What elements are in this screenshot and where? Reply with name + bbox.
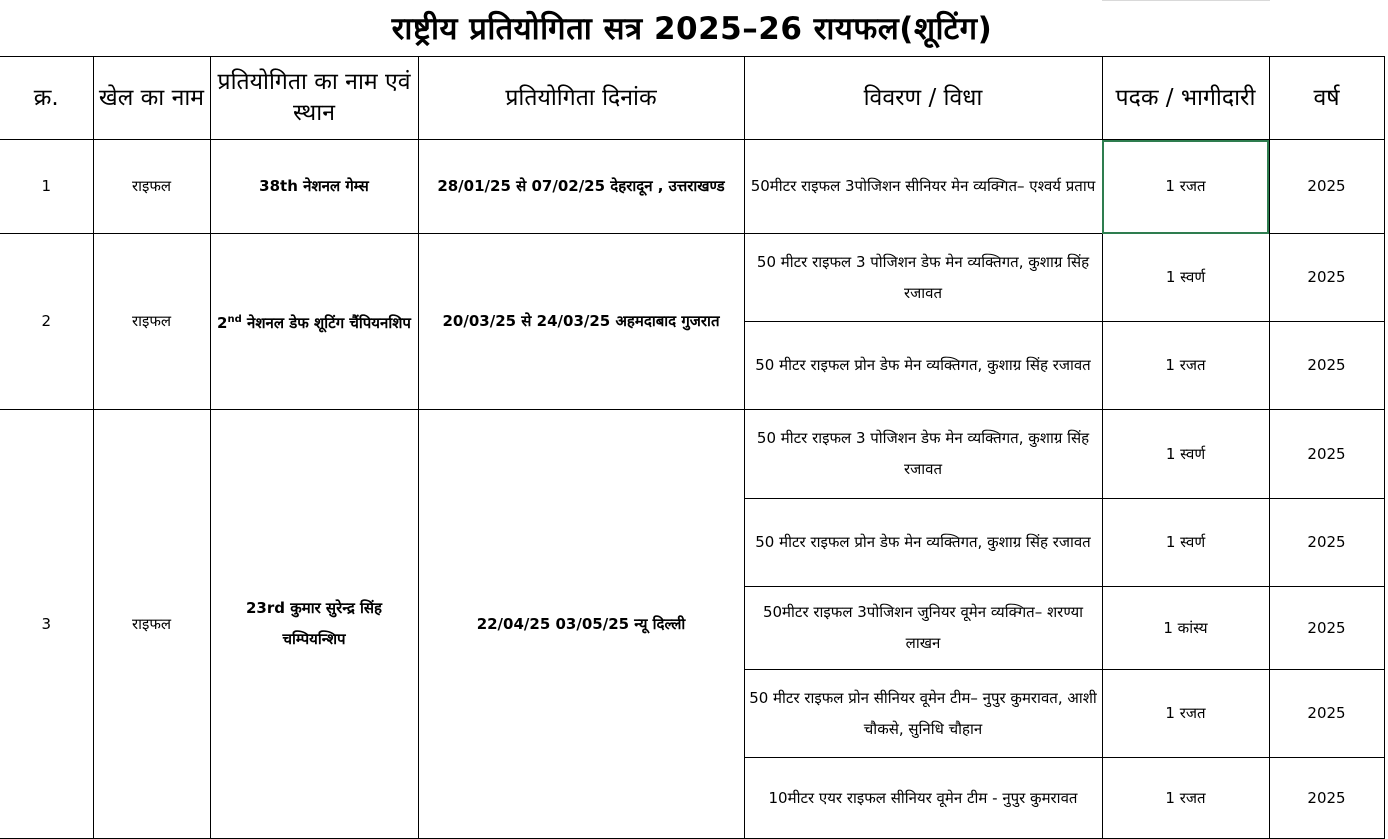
competition-suffix: nd	[227, 314, 242, 325]
detail-cell[interactable]: 10मीटर एयर राइफल सीनियर वूमेन टीम - नुपुर कुमरावत	[744, 758, 1102, 839]
year-cell[interactable]: 2025	[1269, 410, 1384, 499]
sport-cell[interactable]: राइफल	[93, 410, 210, 839]
medal-cell[interactable]: 1 रजत	[1102, 670, 1269, 758]
detail-cell[interactable]: 50 मीटर राइफल 3 पोजिशन डेफ मेन व्यक्तिगत, कुशाग्र सिंह रजावत	[744, 410, 1102, 499]
competition-cell[interactable]: 38th नेशनल गेम्स	[210, 140, 418, 234]
competition-name: नेशनल डेफ शूटिंग चैंपियनशिप	[247, 314, 411, 332]
year-cell[interactable]: 2025	[1269, 140, 1384, 234]
detail-cell[interactable]: 50 मीटर राइफल प्रोन डेफ मेन व्यक्तिगत, कुशाग्र सिंह रजावत	[744, 499, 1102, 587]
header-serial[interactable]: क्र.	[0, 57, 93, 140]
table-row	[0, 410, 1384, 499]
detail-cell[interactable]: 50 मीटर राइफल प्रोन डेफ मेन व्यक्तिगत, कुशाग्र सिंह रजावत	[744, 322, 1102, 410]
header-detail[interactable]: विवरण / विधा	[744, 57, 1102, 140]
year-cell[interactable]: 2025	[1269, 670, 1384, 758]
serial-cell[interactable]: 1	[0, 140, 93, 234]
year-cell[interactable]: 2025	[1269, 587, 1384, 670]
year-cell[interactable]: 2025	[1269, 499, 1384, 587]
table-row	[0, 234, 1384, 322]
competition-cell[interactable]	[210, 234, 418, 410]
sport-cell[interactable]: राइफल	[93, 140, 210, 234]
header-year[interactable]: वर्ष	[1269, 57, 1384, 140]
sport-cell[interactable]: राइफल	[93, 234, 210, 410]
medal-cell[interactable]: 1 स्वर्ण	[1102, 499, 1269, 587]
detail-cell[interactable]: 50मीटर राइफल 3पोजिशन सीनियर मेन व्यक्गित– एश्वर्य प्रताप	[744, 140, 1102, 234]
date-cell[interactable]: 28/01/25 से 07/02/25 देहरादून , उत्तराखण्ड	[418, 140, 744, 234]
medal-cell[interactable]: 1 रजत	[1102, 758, 1269, 839]
detail-cell[interactable]: 50मीटर राइफल 3पोजिशन जुनियर वूमेन व्यक्गित– शरण्या लाखन	[744, 587, 1102, 670]
header-medal[interactable]: पदक / भागीदारी	[1102, 57, 1269, 140]
header-sport[interactable]: खेल का नाम	[93, 57, 210, 140]
date-cell[interactable]: 22/04/25 03/05/25 न्यू दिल्ली	[418, 410, 744, 839]
medal-cell[interactable]: 1 स्वर्ण	[1102, 234, 1269, 322]
year-cell[interactable]: 2025	[1269, 322, 1384, 410]
results-table	[0, 56, 1385, 839]
competition-cell[interactable]: 23rd कुमार सुरेन्द्र सिंह चम्पियन्शिप	[210, 410, 418, 839]
gridline-mark	[1102, 0, 1270, 1]
medal-cell[interactable]: 1 स्वर्ण	[1102, 410, 1269, 499]
serial-cell[interactable]: 2	[0, 234, 93, 410]
sheet-title[interactable]: राष्ट्रीय प्रतियोगिता सत्र 2025–26 रायफल(शूटिंग)	[0, 0, 1384, 57]
table-row	[0, 140, 1384, 234]
year-cell[interactable]: 2025	[1269, 234, 1384, 322]
header-competition[interactable]: प्रतियोगिता का नाम एवं स्थान	[210, 57, 418, 140]
competition-prefix: 2	[217, 314, 228, 332]
date-cell[interactable]: 20/03/25 से 24/03/25 अहमदाबाद गुजरात	[418, 234, 744, 410]
header-date[interactable]: प्रतियोगिता दिनांक	[418, 57, 744, 140]
medal-cell[interactable]: 1 कांस्य	[1102, 587, 1269, 670]
medal-cell-selected[interactable]: 1 रजत	[1102, 140, 1269, 234]
serial-cell[interactable]: 3	[0, 410, 93, 839]
year-cell[interactable]: 2025	[1269, 758, 1384, 839]
header-row	[0, 57, 1384, 140]
detail-cell[interactable]: 50 मीटर राइफल प्रोन सीनियर वूमेन टीम– नुपुर कुमरावत, आशी चौकसे, सुनिधि चौहान	[744, 670, 1102, 758]
detail-cell[interactable]: 50 मीटर राइफल 3 पोजिशन डेफ मेन व्यक्तिगत, कुशाग्र सिंह रजावत	[744, 234, 1102, 322]
medal-cell[interactable]: 1 रजत	[1102, 322, 1269, 410]
